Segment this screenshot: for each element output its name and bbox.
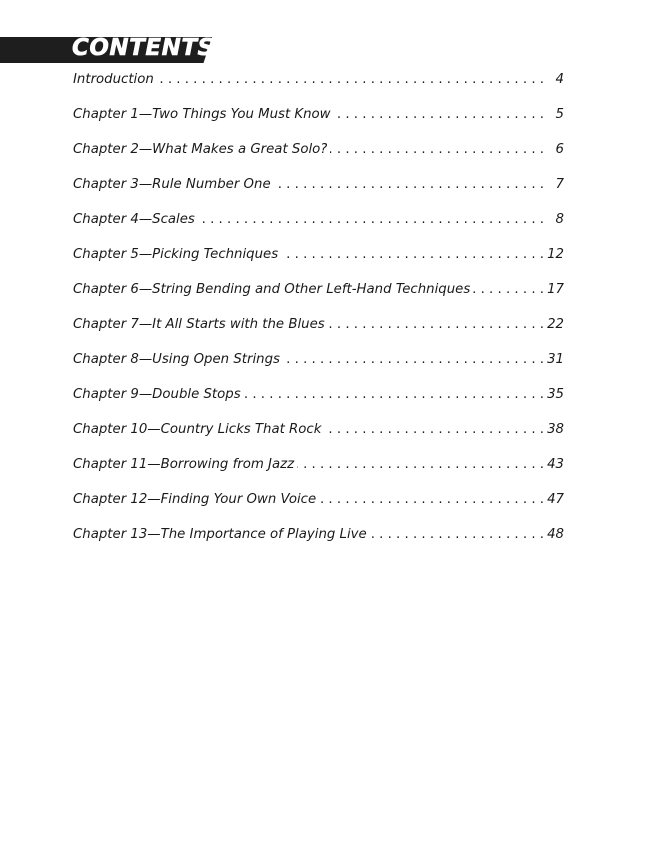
dot-leader <box>244 381 544 409</box>
toc-entry-page: 35 <box>547 387 564 402</box>
toc-entry-chapter-7[interactable] <box>73 311 564 346</box>
toc-entry-title: Chapter 8—Using Open Strings <box>73 352 280 367</box>
toc-entry-page: 7 <box>555 177 564 192</box>
toc-entry-chapter-2[interactable] <box>73 136 564 171</box>
toc-entry-title: Chapter 6—String Bending and Other Left-Hand Techniques <box>73 282 471 297</box>
toc-entry-page: 4 <box>555 72 564 87</box>
toc-entry-page: 38 <box>547 422 564 437</box>
toc-entry-chapter-13[interactable] <box>73 521 564 556</box>
toc-entry-title: Chapter 12—Finding Your Own Voice <box>73 492 317 507</box>
toc-entry-page: 31 <box>547 352 564 367</box>
toc-entry-chapter-4[interactable] <box>73 206 564 241</box>
dot-leader <box>283 346 544 374</box>
toc-entry-title: Chapter 9—Double Stops <box>73 387 241 402</box>
toc-entry-page: 48 <box>547 527 564 542</box>
toc-entry-title: Chapter 4—Scales <box>73 212 195 227</box>
toc-entry-title: Chapter 3—Rule Number One <box>73 177 271 192</box>
dot-leader <box>473 276 544 304</box>
toc-entry-chapter-8[interactable] <box>73 346 564 381</box>
toc-entry-title: Chapter 13—The Importance of Playing Live <box>73 527 367 542</box>
toc-entry-chapter-12[interactable] <box>73 486 564 521</box>
toc-entry-introduction[interactable] <box>73 66 564 101</box>
toc-entry-page: 47 <box>547 492 564 507</box>
dot-leader <box>157 66 544 94</box>
toc-entry-chapter-10[interactable] <box>73 416 564 451</box>
contents-heading: CONTENTS <box>72 35 215 61</box>
dot-leader <box>198 206 544 234</box>
toc-entry-page: 5 <box>555 107 564 122</box>
toc-entry-chapter-6[interactable] <box>73 276 564 311</box>
toc-entry-chapter-3[interactable] <box>73 171 564 206</box>
dot-leader <box>281 241 544 269</box>
toc-entry-title: Introduction <box>73 72 154 87</box>
dot-leader <box>324 416 544 444</box>
toc-entry-title: Chapter 1—Two Things You Must Know <box>73 107 331 122</box>
dot-leader <box>274 171 544 199</box>
table-of-contents <box>73 66 564 556</box>
dot-leader <box>330 136 544 164</box>
toc-entry-page: 12 <box>547 247 564 262</box>
toc-entry-title: Chapter 7—It All Starts with the Blues <box>73 317 325 332</box>
toc-entry-title: Chapter 2—What Makes a Great Solo? <box>73 142 328 157</box>
toc-entry-page: 8 <box>555 212 564 227</box>
dot-leader <box>334 101 544 129</box>
dot-leader <box>370 521 544 549</box>
toc-entry-title: Chapter 11—Borrowing from Jazz <box>73 457 295 472</box>
dot-leader <box>328 311 544 339</box>
dot-leader <box>297 451 544 479</box>
toc-entry-chapter-9[interactable] <box>73 381 564 416</box>
dot-leader <box>319 486 544 514</box>
toc-entry-page: 17 <box>547 282 564 297</box>
toc-entry-title: Chapter 5—Picking Techniques <box>73 247 279 262</box>
toc-entry-chapter-11[interactable] <box>73 451 564 486</box>
toc-entry-chapter-1[interactable] <box>73 101 564 136</box>
toc-entry-page: 22 <box>547 317 564 332</box>
toc-entry-page: 43 <box>547 457 564 472</box>
toc-entry-title: Chapter 10—Country Licks That Rock <box>73 422 322 437</box>
toc-entry-page: 6 <box>555 142 564 157</box>
toc-entry-chapter-5[interactable] <box>73 241 564 276</box>
